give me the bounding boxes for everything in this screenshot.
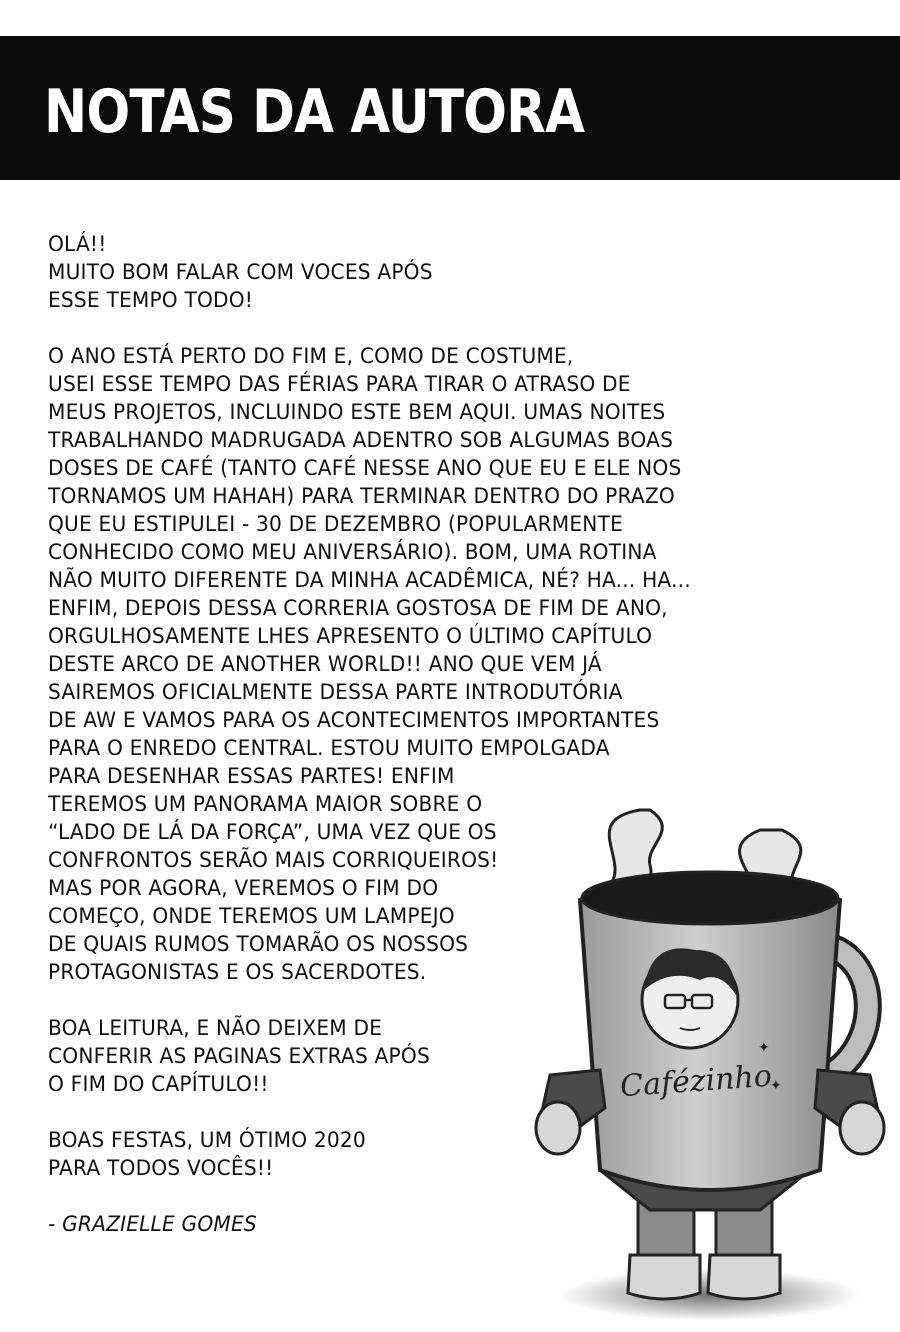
note-line: ESSE TEMPO TODO! — [48, 288, 254, 312]
note-line: NÃO MUITO DIFERENTE DA MINHA ACADÊMICA, NÉ? HA... HA... — [48, 568, 691, 592]
note-line: MAS POR AGORA, VEREMOS O FIM DO — [48, 876, 439, 900]
note-line: “LADO DE LÁ DA FORÇA”, UMA VEZ QUE OS — [48, 820, 497, 844]
author-signature: - GRAZIELLE GOMES — [48, 1212, 257, 1236]
cup-label: Cafézinho — [619, 1058, 773, 1105]
note-line: BOA LEITURA, E NÃO DEIXEM DE — [48, 1016, 383, 1040]
note-line: PROTAGONISTAS E OS SACERDOTES. — [48, 960, 427, 984]
note-line: DESTE ARCO DE ANOTHER WORLD!! ANO QUE VEM JÁ — [48, 652, 602, 676]
svg-text:✦: ✦ — [758, 1040, 770, 1056]
note-line: CONFRONTOS SERÃO MAIS CORRIQUEIROS! — [48, 848, 499, 872]
note-line: DOSES DE CAFÉ (TANTO CAFÉ NESSE ANO QUE EU E ELE NOS — [48, 456, 682, 480]
note-line: BOAS FESTAS, UM ÓTIMO 2020 — [48, 1128, 366, 1152]
note-line: SAIREMOS OFICIALMENTE DESSA PARTE INTRODUTÓRIA — [48, 680, 623, 704]
note-line: O ANO ESTÁ PERTO DO FIM E, COMO DE COSTUME, — [48, 344, 574, 368]
note-line: O FIM DO CAPÍTULO!! — [48, 1072, 269, 1096]
note-line: MEUS PROJETOS, INCLUINDO ESTE BEM AQUI. UMAS NOITES — [48, 400, 666, 424]
note-line: ORGULHOSAMENTE LHES APRESENTO O ÚLTIMO CAPÍTULO — [48, 624, 653, 648]
note-line: PARA DESENHAR ESSAS PARTES! ENFIM — [48, 764, 455, 788]
note-line: TEREMOS UM PANORAMA MAIOR SOBRE O — [48, 792, 483, 816]
note-line: DE AW E VAMOS PARA OS ACONTECIMENTOS IMPORTANTES — [48, 708, 660, 732]
note-line: OLÁ!! — [48, 232, 107, 256]
note-line: CONFERIR AS PAGINAS EXTRAS APÓS — [48, 1044, 430, 1068]
note-line: PARA TODOS VOCÊS!! — [48, 1156, 274, 1180]
note-line: ENFIM, DEPOIS DESSA CORRERIA GOSTOSA DE FIM DE ANO, — [48, 596, 668, 620]
note-line: CONHECIDO COMO MEU ANIVERSÁRIO). BOM, UMA ROTINA — [48, 540, 657, 564]
note-line: QUE EU ESTIPULEI - 30 DE DEZEMBRO (POPULARMENTE — [48, 512, 624, 536]
note-line: MUITO BOM FALAR COM VOCES APÓS — [48, 260, 433, 284]
coffee-cup-mascot-illustration — [520, 790, 900, 1320]
note-line: TRABALHANDO MADRUGADA ADENTRO SOB ALGUMAS BOAS — [48, 428, 674, 452]
title-banner — [0, 36, 900, 180]
note-line: COMEÇO, ONDE TEREMOS UM LAMPEJO — [48, 904, 455, 928]
note-line: PARA O ENREDO CENTRAL. ESTOU MUITO EMPOLGADA — [48, 736, 610, 760]
note-line: USEI ESSE TEMPO DAS FÉRIAS PARA TIRAR O ATRASO DE — [48, 372, 631, 396]
note-line: TORNAMOS UM HAHAH) PARA TERMINAR DENTRO DO PRAZO — [48, 484, 675, 508]
svg-text:✦: ✦ — [770, 1078, 782, 1094]
page-title: NOTAS DA AUTORA — [44, 77, 585, 147]
note-line: DE QUAIS RUMOS TOMARÃO OS NOSSOS — [48, 932, 469, 956]
